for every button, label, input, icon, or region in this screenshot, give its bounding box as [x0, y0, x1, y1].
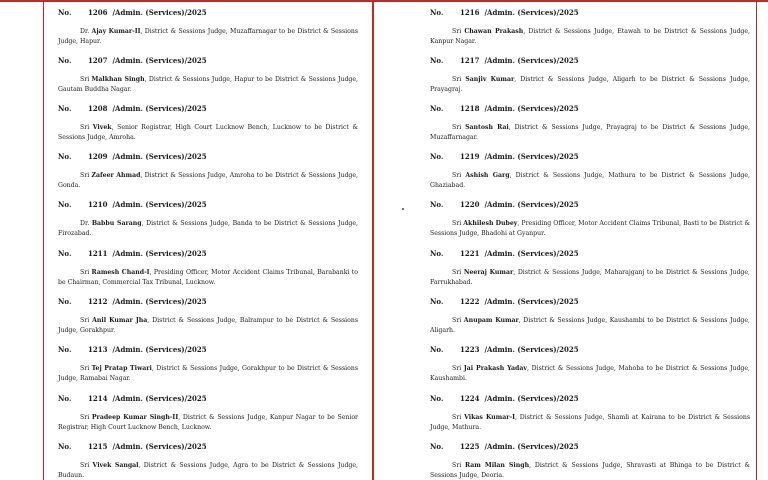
order-text [430, 364, 750, 383]
order-text [430, 413, 750, 432]
transfer-details: , District & Sessions Judge, Agra to be District & Sessions Judge, Budaun. [58, 462, 358, 479]
officer-name: Ajay Kumar-II [91, 28, 141, 35]
order-no-label: No. [430, 345, 444, 354]
order-number-line [430, 200, 579, 209]
officer-name: Akhilesh Dubey [463, 220, 518, 227]
order-text [430, 268, 750, 287]
order-no-label: No. [430, 8, 444, 17]
order-no-label: No. [58, 297, 72, 306]
transfer-details: , Senior Registrar, High Court Lucknow Bench, Lucknow to be District & Sessions Judge, Amroha. [58, 124, 358, 141]
order-text [58, 123, 358, 142]
order-number-line [58, 56, 207, 65]
transfer-details: , Presiding Officer, Motor Accident Claims Tribunal, Basti to be District & Sessions Judge, Bhadohi at Gyanpur. [430, 220, 750, 237]
order-number: 1221 [460, 249, 480, 258]
order-number-line [430, 152, 579, 161]
order-no-label: No. [430, 56, 444, 65]
order-number-line [430, 104, 579, 113]
order-number-line [58, 8, 207, 17]
order-reference: /Admin. (Services)/2025 [112, 297, 207, 306]
officer-name: Vikas Kumar-I [464, 414, 515, 421]
transfer-details: , District & Sessions Judge, Banda to be District & Sessions Judge, Firozabad. [58, 220, 358, 237]
order-text [58, 27, 358, 46]
transfer-details: , District & Sessions Judge, Hapur to be District & Sessions Judge, Gautam Buddha Nagar. [58, 76, 358, 93]
order-number: 1207 [88, 56, 108, 65]
order-number: 1223 [460, 345, 480, 354]
order-reference: /Admin. (Services)/2025 [112, 394, 207, 403]
officer-name: Pradeep Kumar Singh-II [91, 414, 179, 421]
order-number: 1208 [88, 104, 108, 113]
officer-name: Anupam Kumar [463, 317, 519, 324]
transfer-details: , District & Sessions Judge, Balrampur to be District & Sessions Judge, Gorakhpur. [58, 317, 358, 334]
order-reference: /Admin. (Services)/2025 [484, 56, 579, 65]
order-number: 1213 [88, 345, 108, 354]
order-number: 1209 [88, 152, 108, 161]
transfer-details: , District & Sessions Judge, Kanpur Nagar to be Senior Registrar, High Court Lucknow Bench, Lucknow. [58, 414, 359, 431]
officer-title: Sri [80, 124, 90, 131]
order-text [58, 75, 358, 94]
order-text [58, 268, 358, 287]
order-number-line [58, 442, 207, 451]
order-reference: /Admin. (Services)/2025 [112, 56, 207, 65]
order-no-label: No. [430, 297, 444, 306]
transfer-details: , District & Sessions Judge, Amroha to be District & Sessions Judge, Gonda. [58, 172, 358, 189]
order-no-label: No. [430, 200, 444, 209]
transfer-details: , District & Sessions Judge, Maharajganj to be District & Sessions Judge, Farrukhabad. [430, 269, 751, 286]
order-no-label: No. [430, 249, 444, 258]
top-red-rule [0, 0, 768, 2]
order-text [430, 316, 750, 335]
officer-name: Sanjiv Kumar [465, 76, 515, 83]
order-number: 1211 [88, 249, 108, 258]
order-number: 1224 [460, 394, 480, 403]
order-text [430, 27, 750, 46]
transfer-details: , District & Sessions Judge, Muzaffarnagar to be District & Sessions Judge, Hapur. [58, 28, 359, 45]
transfer-details: , District & Sessions Judge, Gorakhpur to be District & Sessions Judge, Ramabai Nagar. [58, 365, 358, 382]
order-number-line [58, 249, 207, 258]
officer-title: Sri [80, 462, 90, 469]
order-text [58, 461, 358, 480]
officer-name: Vivek Sangal [92, 462, 139, 469]
order-no-label: No. [430, 104, 444, 113]
order-no-label: No. [58, 249, 72, 258]
order-reference: /Admin. (Services)/2025 [112, 152, 207, 161]
officer-name: Ashish Garg [465, 172, 510, 179]
order-reference: /Admin. (Services)/2025 [112, 442, 207, 451]
order-number: 1212 [88, 297, 108, 306]
order-number-line [58, 297, 207, 306]
order-number: 1210 [88, 200, 108, 209]
order-number: 1214 [88, 394, 108, 403]
transfer-details: , District & Sessions Judge, Etawah to be District & Sessions Judge, Kanpur Nagar. [430, 28, 750, 45]
order-text [58, 316, 358, 335]
order-no-label: No. [430, 442, 444, 451]
order-number: 1225 [460, 442, 480, 451]
officer-title: Sri [452, 414, 462, 421]
officer-name: Vivek [92, 124, 112, 131]
order-number-line [58, 345, 207, 354]
officer-title: Sri [452, 220, 462, 227]
order-text [58, 171, 358, 190]
order-no-label: No. [430, 152, 444, 161]
order-number: 1219 [460, 152, 480, 161]
order-reference: /Admin. (Services)/2025 [484, 297, 579, 306]
order-no-label: No. [58, 394, 72, 403]
order-no-label: No. [58, 8, 72, 17]
transfer-details: , District & Sessions Judge, Shravasti at Bhinga to be District & Sessions Judge, Deoria. [430, 462, 751, 479]
transfer-details: , District & Sessions Judge, Aligarh to be District & Sessions Judge, Prayagraj. [430, 76, 751, 93]
order-number-line [430, 345, 579, 354]
order-no-label: No. [58, 152, 72, 161]
officer-title: Sri [80, 317, 90, 324]
transfer-details: , Presiding Officer, Motor Accident Claims Tribunal, Barabanki to be Chairman, Commercial Tax Tribunal, Lucknow. [58, 269, 358, 286]
order-number: 1220 [460, 200, 480, 209]
order-text [58, 219, 358, 238]
order-number-line [58, 104, 207, 113]
officer-name: Anil Kumar Jha [92, 317, 148, 324]
order-text [430, 219, 750, 238]
order-number-line [430, 249, 579, 258]
officer-title: Sri [452, 462, 462, 469]
order-number: 1222 [460, 297, 480, 306]
order-reference: /Admin. (Services)/2025 [484, 200, 579, 209]
transfer-details: , District & Sessions Judge, Mahoba to be District & Sessions Judge, Kaushambi. [430, 365, 750, 382]
order-number-line [430, 56, 579, 65]
transfer-details: , District & Sessions Judge, Mathura to be District & Sessions Judge, Ghaziabad. [430, 172, 751, 189]
order-text [430, 461, 750, 480]
right-margin-rule [756, 0, 757, 480]
officer-title: Sri [80, 414, 90, 421]
order-reference: /Admin. (Services)/2025 [484, 8, 579, 17]
officer-title: Sri [80, 76, 90, 83]
officer-title: Sri [452, 28, 462, 35]
order-number-line [430, 8, 579, 17]
order-no-label: No. [58, 56, 72, 65]
officer-name: Ramesh Chand-I [91, 269, 150, 276]
order-reference: /Admin. (Services)/2025 [112, 345, 207, 354]
center-divider-rule [372, 0, 374, 480]
order-number: 1216 [460, 8, 480, 17]
order-no-label: No. [430, 394, 444, 403]
order-no-label: No. [58, 200, 72, 209]
transfer-details: , District & Sessions Judge, Kaushambi to be District & Sessions Judge, Aligarh. [430, 317, 750, 334]
officer-title: Sri [452, 317, 462, 324]
officer-name: Zafeer Ahmad [91, 172, 141, 179]
order-number: 1215 [88, 442, 108, 451]
officer-title: Dr. [80, 220, 90, 227]
order-text [58, 413, 358, 432]
left-margin-rule [43, 0, 44, 480]
officer-name: Chawan Prakash [464, 28, 524, 35]
order-reference: /Admin. (Services)/2025 [112, 8, 207, 17]
officer-title: Sri [80, 269, 90, 276]
order-reference: /Admin. (Services)/2025 [484, 394, 579, 403]
order-number-line [430, 442, 579, 451]
order-text [430, 171, 750, 190]
officer-title: Sri [452, 76, 462, 83]
order-reference: /Admin. (Services)/2025 [484, 104, 579, 113]
order-no-label: No. [58, 104, 72, 113]
order-reference: /Admin. (Services)/2025 [112, 104, 207, 113]
order-reference: /Admin. (Services)/2025 [484, 345, 579, 354]
order-reference: /Admin. (Services)/2025 [112, 200, 207, 209]
order-number-line [430, 297, 579, 306]
officer-title: Dr. [80, 28, 90, 35]
order-text [430, 75, 750, 94]
officer-title: Sri [452, 269, 462, 276]
order-reference: /Admin. (Services)/2025 [484, 249, 579, 258]
officer-name: Jai Prakash Yadav [463, 365, 527, 372]
transfer-details: , District & Sessions Judge, Shamli at Kairana to be District & Sessions Judge, Mathura. [430, 414, 751, 431]
officer-title: Sri [452, 124, 462, 131]
order-number: 1218 [460, 104, 480, 113]
officer-name: Neeraj Kumar [463, 269, 514, 276]
order-reference: /Admin. (Services)/2025 [484, 152, 579, 161]
officer-name: Malkhan Singh [91, 76, 145, 83]
transfer-details: , District & Sessions Judge, Prayagraj to be District & Sessions Judge, Muzaffarnagar. [430, 124, 750, 141]
order-text [58, 364, 358, 383]
officer-name: Santosh Rai [465, 124, 509, 131]
order-number-line [430, 394, 579, 403]
stray-dot [402, 208, 404, 210]
order-reference: /Admin. (Services)/2025 [484, 442, 579, 451]
officer-title: Sri [452, 365, 462, 372]
order-number-line [58, 200, 207, 209]
order-number-line [58, 394, 207, 403]
officer-name: Babbu Sarang [91, 220, 142, 227]
order-number: 1217 [460, 56, 480, 65]
order-number-line [58, 152, 207, 161]
order-no-label: No. [58, 442, 72, 451]
order-no-label: No. [58, 345, 72, 354]
order-reference: /Admin. (Services)/2025 [112, 249, 207, 258]
officer-title: Sri [80, 365, 90, 372]
order-text [430, 123, 750, 142]
officer-name: Tej Pratap Tiwari [91, 365, 152, 372]
officer-title: Sri [80, 172, 90, 179]
officer-name: Ram Milan Singh [465, 462, 530, 469]
order-number: 1206 [88, 8, 108, 17]
officer-title: Sri [452, 172, 462, 179]
